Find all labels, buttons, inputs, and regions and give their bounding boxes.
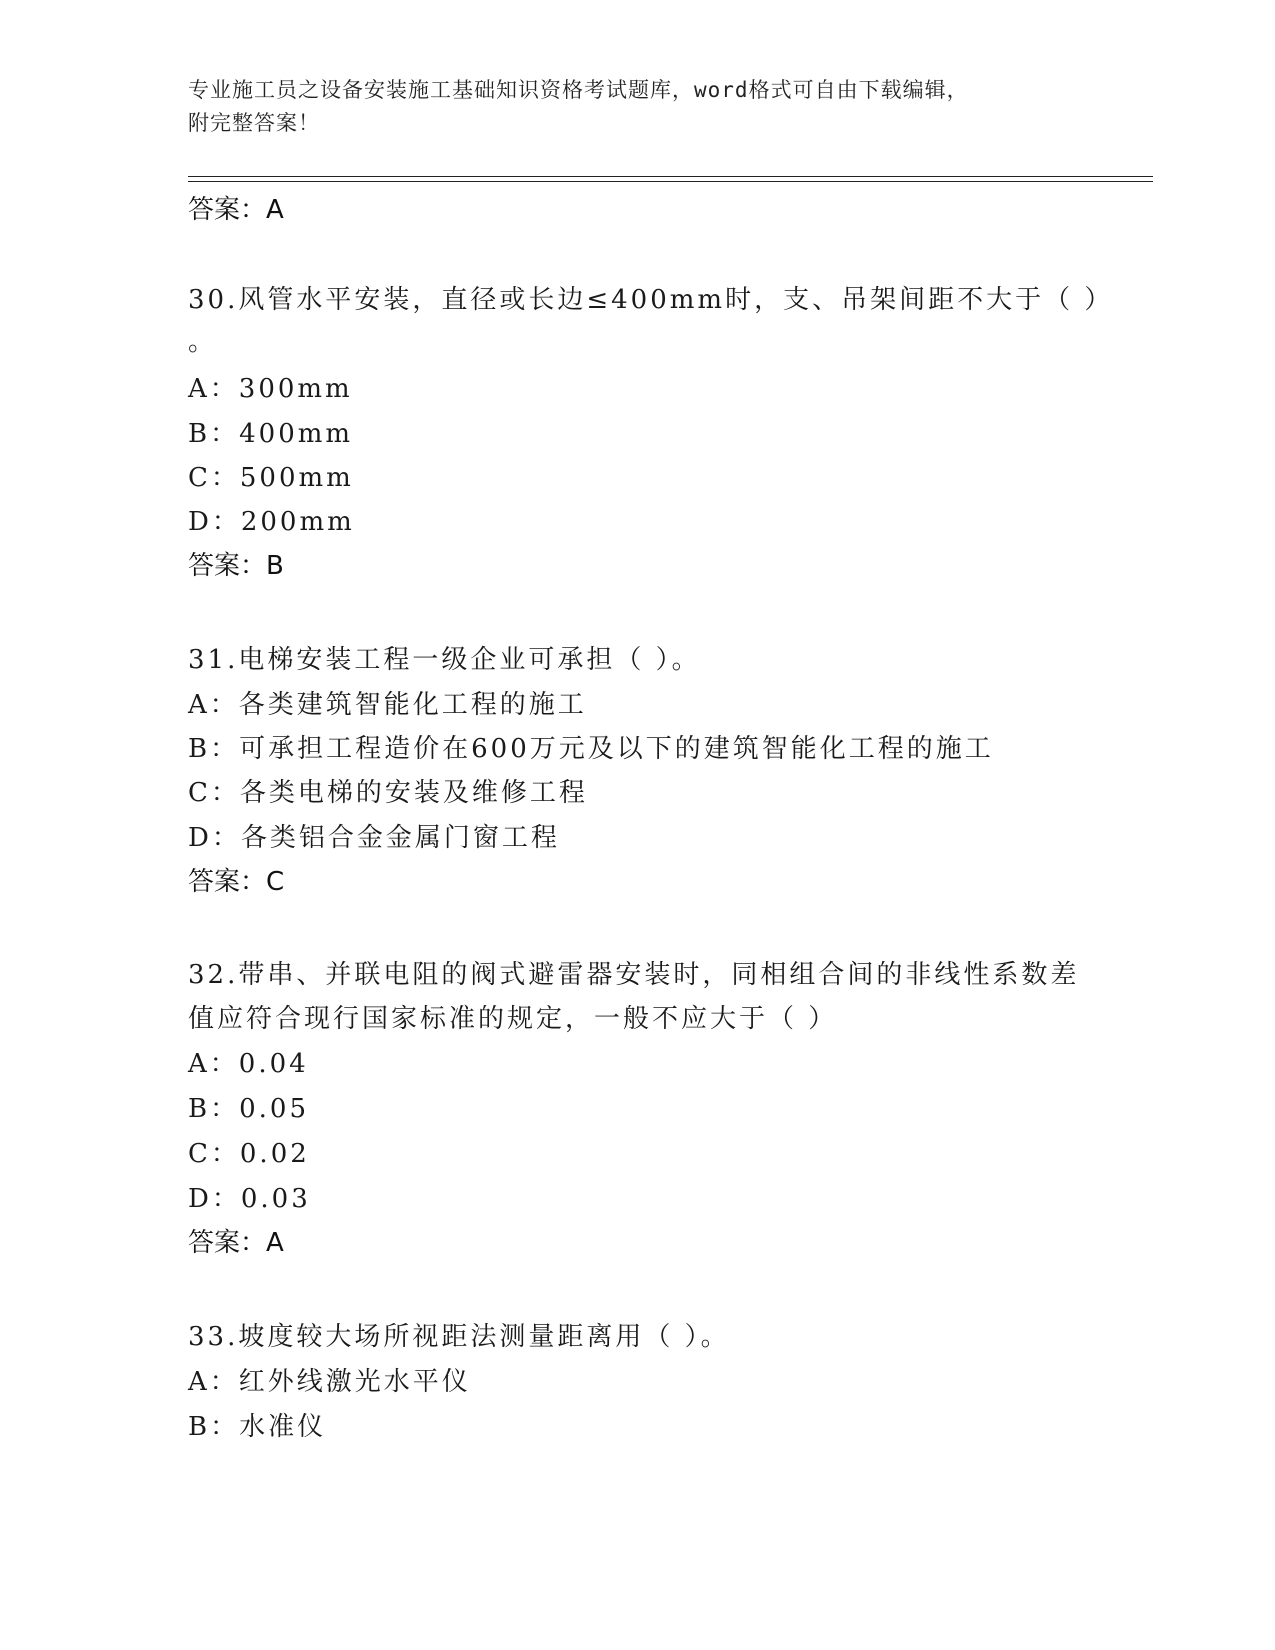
question-31-option-a: A：各类建筑智能化工程的施工 bbox=[188, 690, 587, 720]
question-31-option-d: D：各类铝合金金属门窗工程 bbox=[188, 823, 560, 853]
question-32-option-a: A：0.04 bbox=[188, 1049, 309, 1079]
question-30-option-c: C：500mm bbox=[188, 463, 354, 493]
question-32-option-b: B：0.05 bbox=[188, 1094, 309, 1124]
question-32-option-c: C：0.02 bbox=[188, 1139, 310, 1169]
question-32-stem-1: 32.带串、并联电阻的阀式避雷器安装时，同相组合间的非线性系数差 bbox=[188, 960, 1080, 990]
question-31-option-c: C：各类电梯的安装及维修工程 bbox=[188, 778, 588, 808]
header-line-2: 附完整答案！ bbox=[188, 111, 320, 135]
question-31-option-b: B：可承担工程造价在600万元及以下的建筑智能化工程的施工 bbox=[188, 734, 994, 764]
question-32-answer: 答案：A bbox=[188, 1228, 284, 1258]
header-line-1: 专业施工员之设备安装施工基础知识资格考试题库，word格式可自由下载编辑， bbox=[188, 78, 969, 102]
question-30-option-a: A：300mm bbox=[188, 374, 353, 404]
question-30-option-b: B：400mm bbox=[188, 419, 354, 449]
question-33-option-b: B：水准仪 bbox=[188, 1412, 327, 1442]
question-31-answer: 答案：C bbox=[188, 867, 285, 897]
question-31-stem-1: 31.电梯安装工程一级企业可承担（ ）。 bbox=[188, 645, 701, 675]
header-rule-bottom bbox=[188, 181, 1153, 182]
question-30-answer: 答案：B bbox=[188, 551, 284, 581]
question-33-option-a: A：红外线激光水平仪 bbox=[188, 1367, 471, 1397]
answer-prev: 答案：A bbox=[188, 195, 284, 225]
question-30-option-d: D：200mm bbox=[188, 507, 355, 537]
question-30-stem-2: 。 bbox=[188, 327, 218, 357]
header-rule-top bbox=[188, 176, 1153, 177]
question-32-option-d: D：0.03 bbox=[188, 1184, 311, 1214]
question-32-stem-2: 值应符合现行国家标准的规定，一般不应大于（ ） bbox=[188, 1004, 838, 1034]
question-33-stem-1: 33.坡度较大场所视距法测量距离用（ ）。 bbox=[188, 1322, 730, 1352]
document-header bbox=[188, 74, 1088, 140]
question-30-stem-1: 30.风管水平安装，直径或长边≤400mm时，支、吊架间距不大于（ ） bbox=[188, 285, 1114, 315]
